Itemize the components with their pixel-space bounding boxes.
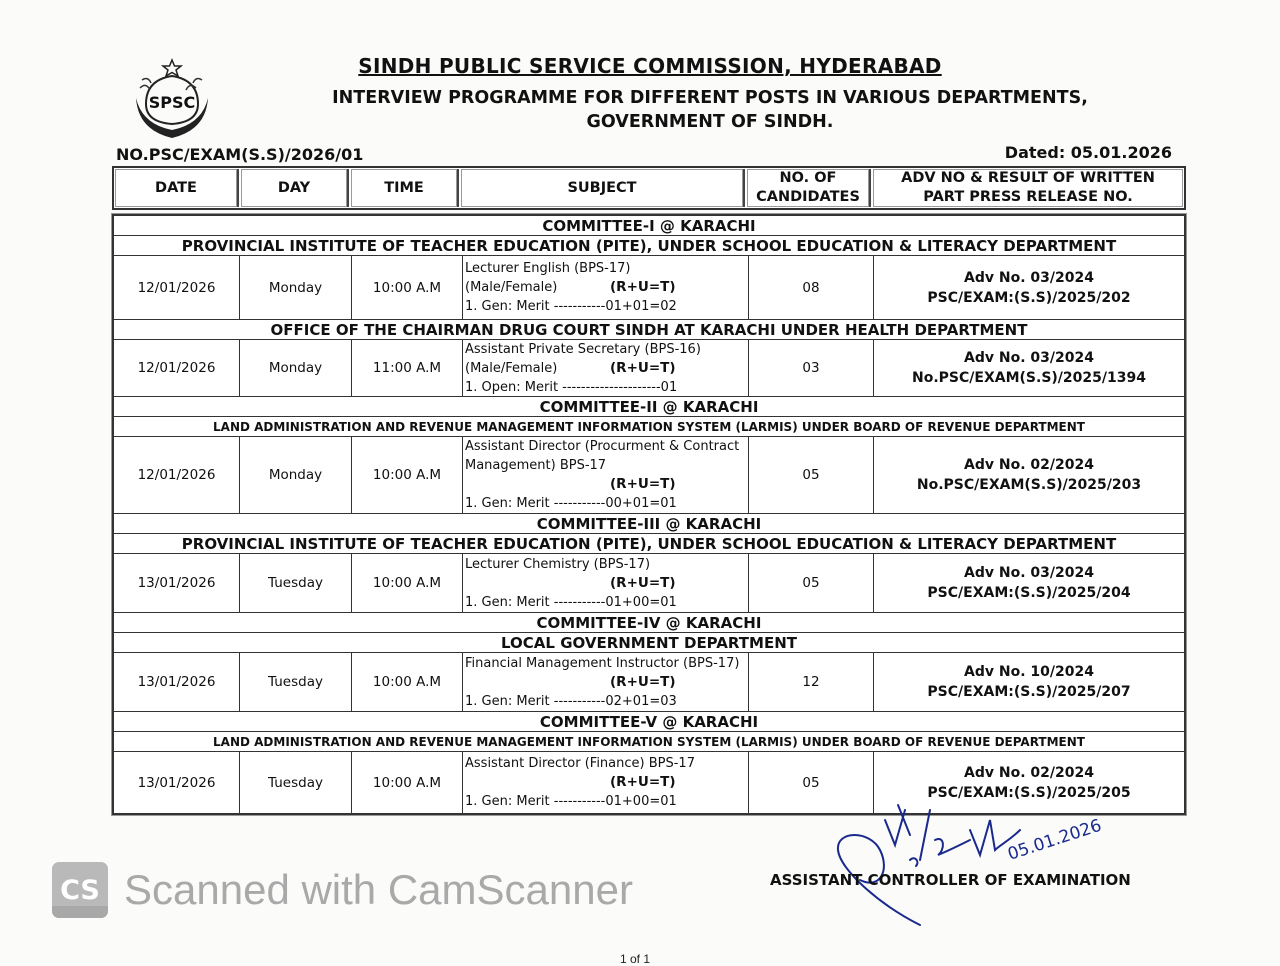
reference-number: NO.PSC/EXAM(S.S)/2026/01 xyxy=(116,145,364,164)
committee-heading: COMMITTEE-III @ KARACHI xyxy=(114,514,1184,534)
programme-title xyxy=(230,86,1190,134)
date-cell: 12/01/2026 xyxy=(114,256,240,319)
signatory-title: ASSISTANT CONTROLLER OF EXAMINATION xyxy=(770,871,1131,889)
press-release-number: PSC/EXAM:(S.S)/2025/205 xyxy=(927,784,1131,801)
date-cell: 13/01/2026 xyxy=(114,554,240,612)
rut-formula: (R+U=T) xyxy=(610,359,676,376)
candidates-cell: 05 xyxy=(749,554,874,612)
camscanner-badge-text: CS xyxy=(60,874,100,906)
adv-number: Adv No. 02/2024 xyxy=(964,764,1094,781)
post-title: Assistant Director (Procurment & Contract xyxy=(465,439,740,454)
adv-number: Adv No. 03/2024 xyxy=(964,350,1094,366)
adv-cell xyxy=(874,554,1184,612)
candidates-cell: 12 xyxy=(749,653,874,711)
post-title: Assistant Director (Finance) BPS-17 xyxy=(465,756,695,771)
merit-quota: 1. Gen: Merit -----------00+01=01 xyxy=(465,496,677,511)
department-heading: LAND ADMINISTRATION AND REVENUE MANAGEMENT INFORMATION SYSTEM (LARMIS) UNDER BOARD OF REVENUE DEPARTMENT xyxy=(114,732,1184,752)
col-time: TIME xyxy=(351,169,459,207)
press-release-number: PSC/EXAM:(S.S)/2025/207 xyxy=(927,684,1131,700)
rut-formula: (R+U=T) xyxy=(610,673,676,690)
rut-formula: (R+U=T) xyxy=(610,574,676,591)
rut-formula: (R+U=T) xyxy=(610,774,676,790)
col-adv-line2: PART PRESS RELEASE NO. xyxy=(923,189,1133,205)
table-row xyxy=(114,437,1184,514)
department-heading: PROVINCIAL INSTITUTE OF TEACHER EDUCATION (PITE), UNDER SCHOOL EDUCATION & LITERACY DEPARTMENT xyxy=(114,534,1184,554)
department-heading: OFFICE OF THE CHAIRMAN DRUG COURT SINDH AT KARACHI UNDER HEALTH DEPARTMENT xyxy=(114,320,1184,340)
table-header xyxy=(112,166,1186,210)
post-title: Lecturer English (BPS-17) xyxy=(465,261,631,276)
subject-cell xyxy=(463,653,749,711)
rut-formula: (R+U=T) xyxy=(610,476,676,492)
col-subject: SUBJECT xyxy=(461,169,745,207)
table-row xyxy=(114,554,1184,613)
subject-cell xyxy=(463,752,749,813)
date-cell: 12/01/2026 xyxy=(114,340,240,396)
handwritten-signature xyxy=(820,800,1120,935)
rut-formula: (R+U=T) xyxy=(610,279,676,295)
date-cell: 13/01/2026 xyxy=(114,752,240,813)
camscanner-logo-icon xyxy=(52,862,108,918)
merit-quota: 1. Gen: Merit -----------01+01=02 xyxy=(465,299,677,314)
merit-quota: 1. Gen: Merit -----------01+00=01 xyxy=(465,794,677,809)
time-cell: 10:00 A.M xyxy=(352,256,463,319)
department-heading: LAND ADMINISTRATION AND REVENUE MANAGEMENT INFORMATION SYSTEM (LARMIS) UNDER BOARD OF REVENUE DEPARTMENT xyxy=(114,417,1184,437)
press-release-number: PSC/EXAM:(S.S)/2025/204 xyxy=(927,585,1131,601)
post-title: Assistant Private Secretary (BPS-16) xyxy=(465,341,701,357)
programme-title-line1: INTERVIEW PROGRAMME FOR DIFFERENT POSTS IN VARIOUS DEPARTMENTS, xyxy=(332,88,1088,108)
press-release-number: PSC/EXAM:(S.S)/2025/202 xyxy=(927,289,1131,306)
committee-heading: COMMITTEE-II @ KARACHI xyxy=(114,397,1184,417)
subject-cell xyxy=(463,256,749,319)
merit-quota: 1. Open: Merit ---------------------01 xyxy=(465,379,678,395)
day-cell: Monday xyxy=(240,340,352,396)
committee-heading: COMMITTEE-I @ KARACHI xyxy=(114,216,1184,236)
merit-quota: 1. Gen: Merit -----------01+00=01 xyxy=(465,594,677,610)
date-cell: 13/01/2026 xyxy=(114,653,240,711)
adv-number: Adv No. 02/2024 xyxy=(964,457,1094,473)
table-row xyxy=(114,653,1184,712)
day-cell: Tuesday xyxy=(240,554,352,612)
day-cell: Tuesday xyxy=(240,752,352,813)
adv-cell xyxy=(874,340,1184,396)
candidates-cell: 03 xyxy=(749,340,874,396)
day-cell: Monday xyxy=(240,256,352,319)
schedule-table xyxy=(112,214,1186,815)
col-candidates xyxy=(747,169,871,207)
post-title: Lecturer Chemistry (BPS-17) xyxy=(465,556,651,572)
adv-number: Adv No. 10/2024 xyxy=(964,664,1094,680)
adv-cell xyxy=(874,256,1184,319)
date-cell: 12/01/2026 xyxy=(114,437,240,513)
table-row xyxy=(114,256,1184,320)
col-day: DAY xyxy=(241,169,349,207)
commission-title: SINDH PUBLIC SERVICE COMMISSION, HYDERABAD xyxy=(358,54,942,78)
time-cell: 11:00 A.M xyxy=(352,340,463,396)
adv-number: Adv No. 03/2024 xyxy=(964,565,1094,581)
department-heading: PROVINCIAL INSTITUTE OF TEACHER EDUCATION (PITE), UNDER SCHOOL EDUCATION & LITERACY DEPARTMENT xyxy=(114,236,1184,256)
time-cell: 10:00 A.M xyxy=(352,653,463,711)
candidates-cell: 08 xyxy=(749,256,874,319)
logo-text: SPSC xyxy=(148,93,196,112)
subject-cell xyxy=(463,340,749,396)
camscanner-text: Scanned with CamScanner xyxy=(124,866,633,913)
subject-cell xyxy=(463,437,749,513)
adv-cell xyxy=(874,653,1184,711)
post-title: Financial Management Instructor (BPS-17) xyxy=(465,655,740,671)
day-cell: Monday xyxy=(240,437,352,513)
dated-label: Dated: 05.01.2026 xyxy=(1004,143,1172,162)
signature-date: 05.01.2026 xyxy=(1005,815,1105,865)
candidates-cell: 05 xyxy=(749,752,874,813)
committee-heading: COMMITTEE-IV @ KARACHI xyxy=(114,613,1184,633)
committee-heading: COMMITTEE-V @ KARACHI xyxy=(114,712,1184,732)
merit-quota: 1. Gen: Merit -----------02+01=03 xyxy=(465,693,677,709)
department-heading: LOCAL GOVERNMENT DEPARTMENT xyxy=(114,633,1184,653)
col-candidates-line2: CANDIDATES xyxy=(756,189,860,205)
candidates-cell: 05 xyxy=(749,437,874,513)
col-candidates-line1: NO. OF xyxy=(779,170,837,186)
adv-number: Adv No. 03/2024 xyxy=(964,269,1094,286)
col-date: DATE xyxy=(115,169,239,207)
subject-cell xyxy=(463,554,749,612)
adv-cell xyxy=(874,437,1184,513)
camscanner-watermark xyxy=(52,862,633,918)
time-cell: 10:00 A.M xyxy=(352,437,463,513)
gender: (Male/Female) xyxy=(465,280,558,295)
col-adv-line1: ADV NO & RESULT OF WRITTEN xyxy=(901,170,1155,186)
time-cell: 10:00 A.M xyxy=(352,554,463,612)
press-release-number: No.PSC/EXAM(S.S)/2025/203 xyxy=(916,477,1142,493)
col-adv xyxy=(873,169,1183,207)
page-indicator: 1 of 1 xyxy=(620,952,651,966)
time-cell: 10:00 A.M xyxy=(352,752,463,813)
post-title-cont: Management) BPS-17 xyxy=(465,458,607,473)
table-row xyxy=(114,340,1184,397)
press-release-number: No.PSC/EXAM(S.S)/2025/1394 xyxy=(912,370,1146,386)
programme-title-line2: GOVERNMENT OF SINDH. xyxy=(586,112,834,132)
gender: (Male/Female) xyxy=(465,360,558,376)
day-cell: Tuesday xyxy=(240,653,352,711)
